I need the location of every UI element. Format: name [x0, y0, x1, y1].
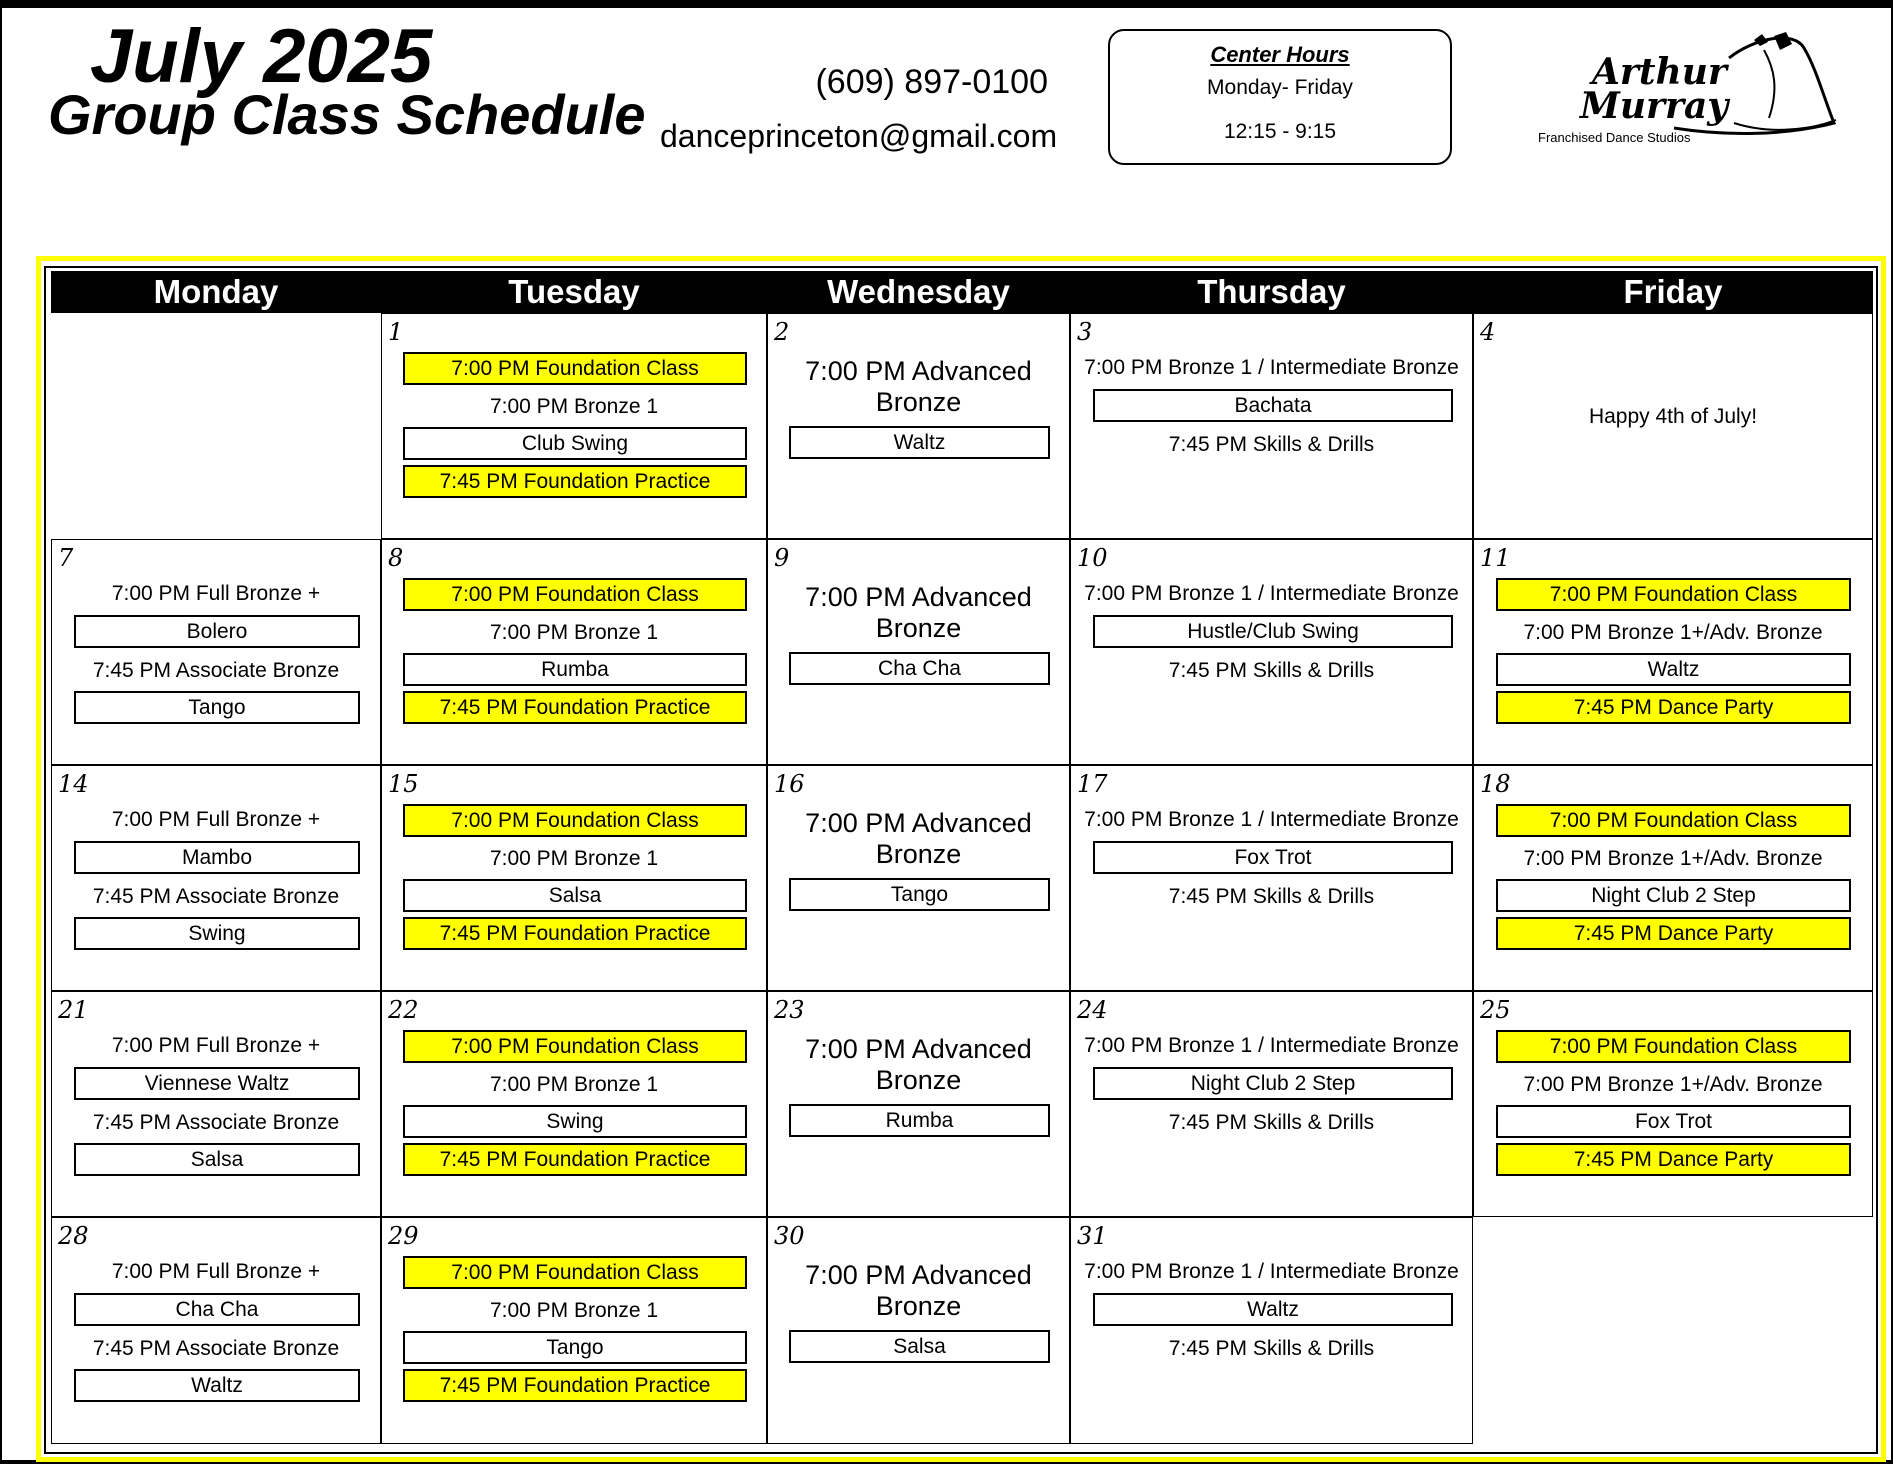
class-time-bronze-intermediate: 7:00 PM Bronze 1 / Intermediate Bronze: [1084, 808, 1459, 831]
class-time-skills-drills: 7:45 PM Skills & Drills: [1168, 433, 1375, 456]
day-number: 21: [58, 996, 89, 1024]
day-cell-22: [381, 991, 767, 1217]
foundation-practice-box: 7:45 PM Foundation Practice: [403, 917, 747, 950]
dance-party-box: 7:45 PM Dance Party: [1496, 1143, 1851, 1176]
dance-box: Bolero: [74, 615, 360, 648]
class-time-advanced: 7:00 PM Advanced: [805, 356, 1032, 386]
class-time-bronze-intermediate: 7:00 PM Bronze 1 / Intermediate Bronze: [1084, 356, 1459, 379]
weekday-header-wednesday: Wednesday: [767, 271, 1070, 313]
day-number: 24: [1077, 996, 1108, 1024]
day-number: 31: [1077, 1222, 1108, 1250]
day-cell-25: [1473, 991, 1873, 1217]
class-level-bronze: Bronze: [875, 1065, 962, 1095]
foundation-class-box: 7:00 PM Foundation Class: [403, 1030, 747, 1063]
dance-box: Bachata: [1093, 389, 1453, 422]
class-time-bronze-1: 7:00 PM Bronze 1: [489, 621, 659, 644]
class-time-associate-bronze: 7:45 PM Associate Bronze: [92, 885, 340, 908]
class-time-bronze-1: 7:00 PM Bronze 1: [489, 847, 659, 870]
center-hours-box: [1108, 29, 1452, 165]
dance-box: Salsa: [403, 879, 747, 912]
day-number: 17: [1077, 770, 1108, 798]
dance-box: Waltz: [1093, 1293, 1453, 1326]
dance-box: Fox Trot: [1496, 1105, 1851, 1138]
class-time-associate-bronze: 7:45 PM Associate Bronze: [92, 1337, 340, 1360]
dance-box: Tango: [403, 1331, 747, 1364]
dance-box: Tango: [74, 691, 360, 724]
day-cell-17: [1070, 765, 1473, 991]
email-address: danceprinceton@gmail.com: [660, 118, 1058, 154]
class-time-full-bronze: 7:00 PM Full Bronze +: [111, 582, 321, 605]
day-number: 1: [388, 318, 404, 346]
day-number: 4: [1480, 318, 1496, 346]
class-time-bronze-intermediate: 7:00 PM Bronze 1 / Intermediate Bronze: [1084, 1034, 1459, 1057]
day-number: 9: [774, 544, 790, 572]
day-cell-29: [381, 1217, 767, 1444]
day-number: 25: [1480, 996, 1511, 1024]
day-number: 16: [774, 770, 805, 798]
dance-box: Fox Trot: [1093, 841, 1453, 874]
dance-box: Waltz: [74, 1369, 360, 1402]
class-time-skills-drills: 7:45 PM Skills & Drills: [1168, 885, 1375, 908]
dance-box: Waltz: [1496, 653, 1851, 686]
day-cell-11: [1473, 539, 1873, 765]
dance-box: Night Club 2 Step: [1496, 879, 1851, 912]
phone-number: (609) 897-0100: [815, 63, 1048, 101]
day-cell-16: [767, 765, 1070, 991]
dance-box: Cha Cha: [74, 1293, 360, 1326]
day-number: 14: [58, 770, 89, 798]
day-cell-30: [767, 1217, 1070, 1444]
class-time-bronze-intermediate: 7:00 PM Bronze 1 / Intermediate Bronze: [1084, 582, 1459, 605]
weekday-header-thursday: Thursday: [1070, 271, 1473, 313]
day-number: 28: [58, 1222, 89, 1250]
dance-box: Hustle/Club Swing: [1093, 615, 1453, 648]
day-cell-31: [1070, 1217, 1473, 1444]
class-time-bronze-intermediate: 7:00 PM Bronze 1 / Intermediate Bronze: [1084, 1260, 1459, 1283]
class-time-advanced: 7:00 PM Advanced: [805, 808, 1032, 838]
weekday-header-tuesday: Tuesday: [381, 271, 767, 313]
arthur-murray-logo: [1524, 28, 1844, 152]
foundation-class-box: 7:00 PM Foundation Class: [403, 804, 747, 837]
page-subtitle: Group Class Schedule: [48, 83, 646, 146]
dance-party-box: 7:45 PM Dance Party: [1496, 691, 1851, 724]
dance-party-box: 7:45 PM Dance Party: [1496, 917, 1851, 950]
center-hours-title: Center Hours: [1210, 42, 1350, 67]
class-time-bronze-adv: 7:00 PM Bronze 1+/Adv. Bronze: [1523, 1073, 1823, 1096]
day-number: 2: [774, 318, 790, 346]
logo-line2: Murray: [1580, 85, 1729, 127]
class-time-associate-bronze: 7:45 PM Associate Bronze: [92, 659, 340, 682]
logo-line1: Arthur: [1592, 51, 1727, 93]
dance-box: Viennese Waltz: [74, 1067, 360, 1100]
weekday-header-monday: Monday: [51, 271, 381, 313]
day-number: 18: [1480, 770, 1511, 798]
dance-box: Swing: [74, 917, 360, 950]
empty-day-cell: [1473, 1217, 1873, 1444]
day-cell-4: [1473, 313, 1873, 539]
dance-box: Night Club 2 Step: [1093, 1067, 1453, 1100]
class-level-bronze: Bronze: [875, 1291, 962, 1321]
class-time-associate-bronze: 7:45 PM Associate Bronze: [92, 1111, 340, 1134]
weekday-header-friday: Friday: [1473, 271, 1873, 313]
foundation-practice-box: 7:45 PM Foundation Practice: [403, 691, 747, 724]
day-number: 8: [388, 544, 404, 572]
day-cell-10: [1070, 539, 1473, 765]
dance-box: Salsa: [789, 1330, 1050, 1363]
dance-box: Cha Cha: [789, 652, 1050, 685]
class-time-bronze-adv: 7:00 PM Bronze 1+/Adv. Bronze: [1523, 621, 1823, 644]
class-time-advanced: 7:00 PM Advanced: [805, 582, 1032, 612]
center-hours-days: Monday- Friday: [1207, 76, 1353, 99]
day-cell-9: [767, 539, 1070, 765]
dance-box: Waltz: [789, 426, 1050, 459]
center-hours-time: 12:15 - 9:15: [1223, 120, 1337, 143]
class-time-full-bronze: 7:00 PM Full Bronze +: [111, 1260, 321, 1283]
day-number: 30: [774, 1222, 805, 1250]
dance-box: Mambo: [74, 841, 360, 874]
day-number: 15: [388, 770, 419, 798]
day-cell-28: [51, 1217, 381, 1444]
day-cell-3: [1070, 313, 1473, 539]
foundation-practice-box: 7:45 PM Foundation Practice: [403, 465, 747, 498]
class-level-bronze: Bronze: [875, 613, 962, 643]
day-number: 3: [1077, 318, 1093, 346]
foundation-class-box: 7:00 PM Foundation Class: [1496, 804, 1851, 837]
foundation-class-box: 7:00 PM Foundation Class: [403, 578, 747, 611]
day-cell-18: [1473, 765, 1873, 991]
dance-box: Swing: [403, 1105, 747, 1138]
empty-day-cell: [51, 313, 381, 539]
dance-box: Rumba: [789, 1104, 1050, 1137]
foundation-practice-box: 7:45 PM Foundation Practice: [403, 1143, 747, 1176]
foundation-class-box: 7:00 PM Foundation Class: [403, 352, 747, 385]
class-time-bronze-1: 7:00 PM Bronze 1: [489, 1299, 659, 1322]
day-cell-8: [381, 539, 767, 765]
page-title: July 2025: [90, 14, 433, 99]
dance-box: Rumba: [403, 653, 747, 686]
foundation-class-box: 7:00 PM Foundation Class: [1496, 578, 1851, 611]
day-number: 23: [774, 996, 805, 1024]
class-time-advanced: 7:00 PM Advanced: [805, 1260, 1032, 1290]
foundation-class-box: 7:00 PM Foundation Class: [1496, 1030, 1851, 1063]
class-time-bronze-1: 7:00 PM Bronze 1: [489, 395, 659, 418]
day-number: 29: [388, 1222, 419, 1250]
class-time-skills-drills: 7:45 PM Skills & Drills: [1168, 659, 1375, 682]
day-cell-2: [767, 313, 1070, 539]
day-cell-24: [1070, 991, 1473, 1217]
foundation-practice-box: 7:45 PM Foundation Practice: [403, 1369, 747, 1402]
class-time-full-bronze: 7:00 PM Full Bronze +: [111, 808, 321, 831]
day-cell-15: [381, 765, 767, 991]
dance-box: Tango: [789, 878, 1050, 911]
class-time-bronze-1: 7:00 PM Bronze 1: [489, 1073, 659, 1096]
logo-tagline: Franchised Dance Studios: [1538, 130, 1691, 145]
class-time-skills-drills: 7:45 PM Skills & Drills: [1168, 1337, 1375, 1360]
day-cell-1: [381, 313, 767, 539]
day-cell-21: [51, 991, 381, 1217]
day-cell-23: [767, 991, 1070, 1217]
day-cell-7: [51, 539, 381, 765]
day-cell-14: [51, 765, 381, 991]
day-number: 11: [1480, 544, 1511, 572]
foundation-class-box: 7:00 PM Foundation Class: [403, 1256, 747, 1289]
dance-box: Club Swing: [403, 427, 747, 460]
day-number: 22: [388, 996, 419, 1024]
holiday-note: Happy 4th of July!: [1588, 405, 1758, 428]
class-time-full-bronze: 7:00 PM Full Bronze +: [111, 1034, 321, 1057]
class-time-advanced: 7:00 PM Advanced: [805, 1034, 1032, 1064]
day-number: 7: [58, 544, 74, 572]
dance-box: Salsa: [74, 1143, 360, 1176]
class-level-bronze: Bronze: [875, 387, 962, 417]
class-time-bronze-adv: 7:00 PM Bronze 1+/Adv. Bronze: [1523, 847, 1823, 870]
class-time-skills-drills: 7:45 PM Skills & Drills: [1168, 1111, 1375, 1134]
class-level-bronze: Bronze: [875, 839, 962, 869]
day-number: 10: [1077, 544, 1108, 572]
